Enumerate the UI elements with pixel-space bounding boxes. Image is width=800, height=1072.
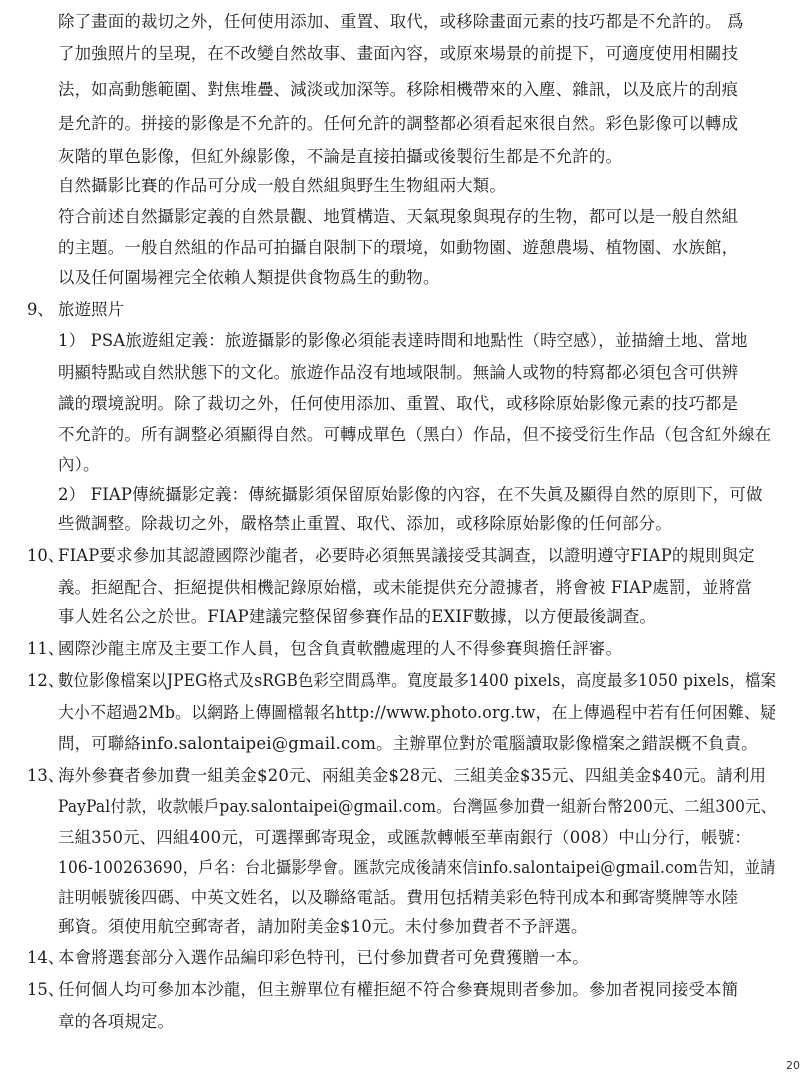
- item-number: 15、: [27, 980, 65, 999]
- sub-item-line: 內）。: [58, 455, 100, 474]
- item-line: 問，可聯絡info.salontaipei@gmail.com。主辦單位對於電腦讀取影像檔案之錯誤概不負責。: [58, 734, 758, 753]
- sub-item-line: 些微調整。除裁切之外，嚴格禁止重置、取代、添加，或移除原始影像的任何部分。: [58, 514, 672, 533]
- intro-line: 的主題。一般自然組的作品可拍攝自限制下的環境，如動物園、遊憩農場、植物園、水族館，: [58, 238, 739, 257]
- item-line: 任何個人均可參加本沙龍，但主辦單位有權拒絕不符合參賽規則者參加。參加者視同接受本簡: [58, 980, 739, 999]
- item-number: 11、: [27, 639, 65, 658]
- item-line: 註明帳號後四碼、中英文姓名，以及聯絡電話。費用包括精美彩色特刊成本和郵寄獎牌等水陸: [58, 888, 739, 907]
- item-line: 海外參賽者參加費一組美金$20元、兩組美金$28元、三組美金$35元、四組美金$40元。請利用: [58, 766, 767, 785]
- item-line: 事人姓名公之於世。FIAP建議完整保留參賽作品的EXIF數據，以方便最後調查。: [58, 607, 657, 626]
- item-number: 13、: [27, 766, 65, 785]
- intro-line: 符合前述自然攝影定義的自然景觀、地質構造、天氣現象與現存的生物，都可以是一般自然組: [58, 207, 739, 226]
- sub-item-line: 識的環境說明。除了裁切之外，任何使用添加、重置、取代，或移除原始影像元素的技巧都是: [58, 394, 739, 413]
- item-line: 郵資。須使用航空郵寄者，請加附美金$10元。未付參加費者不予評選。: [58, 917, 588, 936]
- intro-line: 法，如高動態範圍、對焦堆疊、減淡或加深等。移除相機帶來的入塵、雜訊，以及底片的刮痕: [58, 80, 739, 99]
- intro-line: 自然攝影比賽的作品可分成一般自然組與野生生物組兩大類。: [58, 176, 506, 195]
- intro-line: 灰階的單色影像，但紅外線影像，不論是直接拍攝或後製衍生都是不允許的。: [58, 147, 623, 166]
- page-number: 20: [786, 1059, 800, 1072]
- item-line: FIAP要求參加其認證國際沙龍者，必要時必須無異議接受其調查，以證明遵守FIAP的規則與定: [58, 546, 755, 565]
- item-number: 10、: [27, 546, 65, 565]
- item-line: 國際沙龍主席及主要工作人員，包含負責軟體處理的人不得參賽與擔任評審。: [58, 639, 623, 658]
- intro-line: 以及任何圍場裡完全依賴人類提供食物爲生的動物。: [58, 268, 440, 287]
- item-title: 旅遊照片: [58, 300, 125, 319]
- item-line: 數位影像檔案以JPEG格式及sRGB色彩空間爲準。寬度最多1400 pixels，高度最多1050 pixels，檔案: [58, 671, 777, 690]
- item-line: 三組350元、四組400元，可選擇郵寄現金，或匯款轉帳至華南銀行（008）中山分行，帳號：: [58, 828, 751, 847]
- item-number: 9、: [27, 300, 54, 319]
- sub-item-line: 1） PSA旅遊組定義：旅遊攝影的影像必須能表達時間和地點性（時空感），並描繪土地、當地: [58, 331, 748, 350]
- item-number: 14、: [27, 948, 65, 967]
- intro-line: 除了畫面的裁切之外，任何使用添加、重置、取代，或移除畫面元素的技巧都是不允許的。 爲: [58, 12, 744, 31]
- item-number: 12、: [27, 671, 65, 690]
- intro-line: 了加強照片的呈現，在不改變自然故事、畫面內容，或原來場景的前提下，可適度使用相關技: [58, 44, 739, 63]
- item-line: 章的各項規定。: [58, 1012, 175, 1031]
- sub-item-line: 2） FIAP傳統攝影定義：傳統攝影須保留原始影像的內容，在不失眞及顯得自然的原則下，可做: [58, 485, 763, 504]
- item-line: 106-100263690，戶名：台北攝影學會。匯款完成後請來信info.salontaipei@gmail.com告知，並請: [58, 858, 776, 877]
- sub-item-line: 不允許的。所有調整必須顯得自然。可轉成單色（黑白）作品，但不接受衍生作品（包含紅外線在: [58, 425, 772, 444]
- intro-line: 是允許的。拼接的影像是不允許的。任何允許的調整都必須看起來很自然。彩色影像可以轉成: [58, 114, 739, 133]
- item-line: 大小不超過2Mb。以網路上傳圖檔報名http://www.photo.org.tw，在上傳過程中若有任何困難、疑: [58, 703, 777, 722]
- item-line: 本會將選套部分入選作品編印彩色特刊，已付參加費者可免費獲贈一本。: [58, 948, 589, 967]
- item-line: 義。拒絕配合、拒絕提供相機記錄原始檔，或未能提供充分證據者，將會被 FIAP處罰，並將當: [58, 578, 752, 597]
- item-line: PayPal付款，收款帳戶pay.salontaipei@gmail.com。台灣區參加費一組新台幣200元、二組300元、: [58, 797, 777, 816]
- sub-item-line: 明顯特點或自然狀態下的文化。旅遊作品沒有地域限制。無論人或物的特寫都必須包含可供辨: [58, 363, 739, 382]
